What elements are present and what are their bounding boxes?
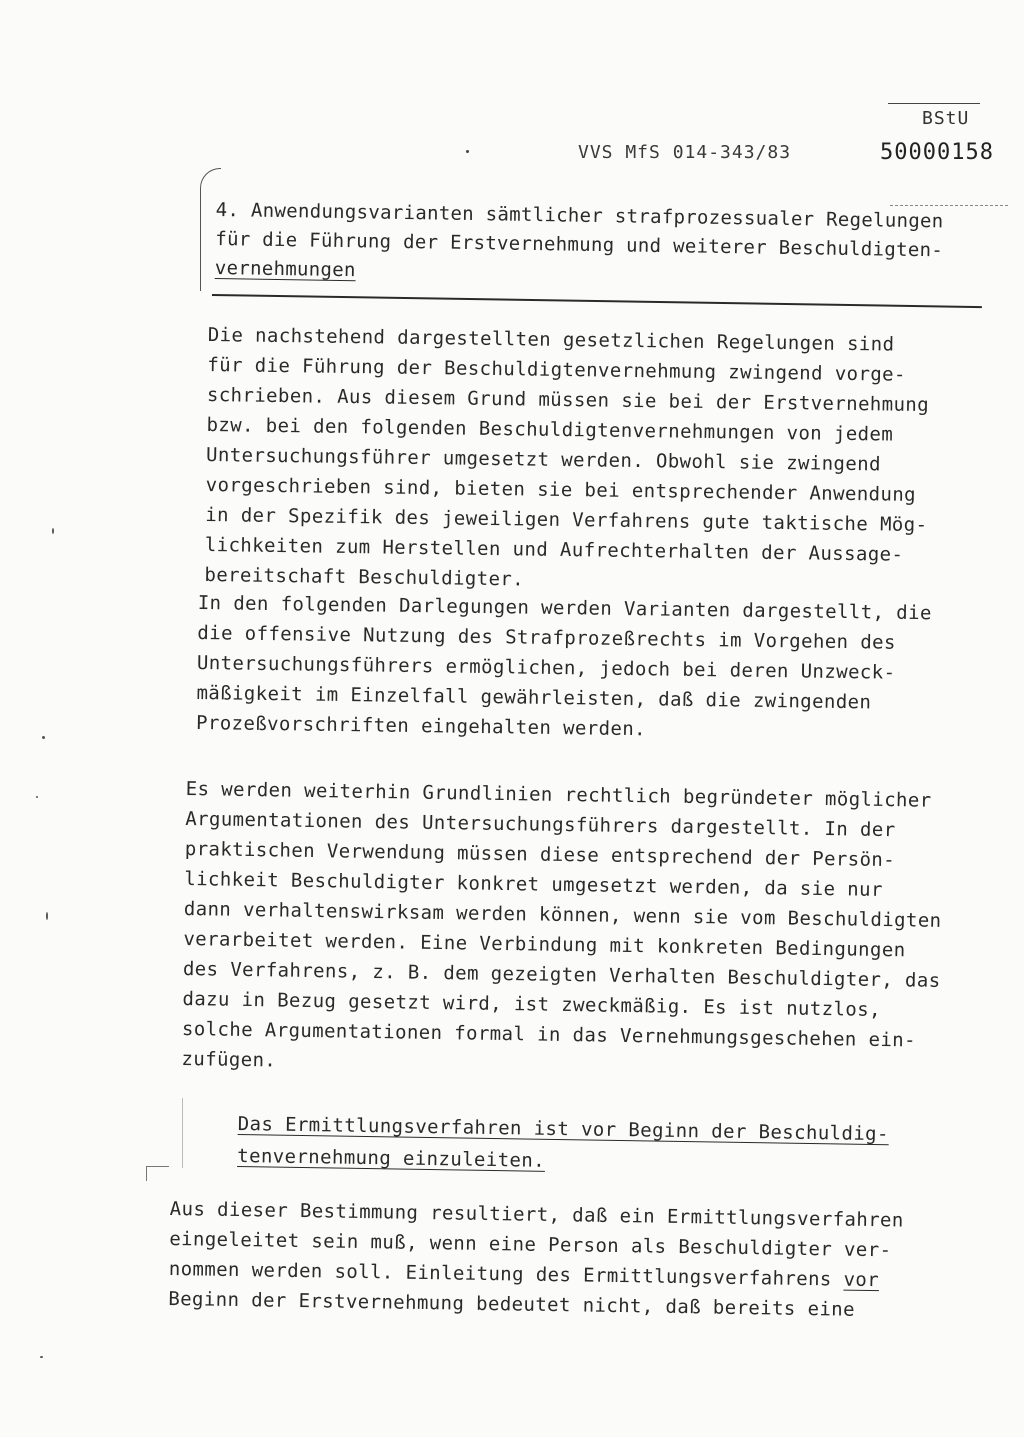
stamp-rule — [888, 103, 980, 104]
text-line: dazu in Bezug gesetzt wird, ist zweckmäßig. Es ist nutzlos, — [182, 987, 882, 1021]
heading-line-2: für die Führung der Erstvernehmung und weiterer Beschuldigten- — [215, 227, 944, 262]
text-line: die offensive Nutzung des Strafprozeßrechts im Vorgehen des — [197, 621, 896, 654]
ink-speck — [42, 736, 45, 739]
paragraph-1 — [204, 320, 998, 601]
text-line: Die nachstehend dargestellten gesetzlichen Regelungen sind — [207, 323, 895, 356]
ink-speck — [46, 912, 48, 920]
margin-bar — [182, 1098, 183, 1168]
text-line: Prozeßvorschriften eingehalten werden. — [195, 711, 647, 741]
text-line: solche Argumentationen formal in das Vernehmungsgeschehen ein- — [181, 1017, 917, 1052]
text-line: Es werden weiterhin Grundlinien rechtlich begründeter möglicher — [185, 777, 932, 812]
text-line: lichkeit Beschuldigter konkret umgesetzt werden, da sie nur — [184, 867, 883, 901]
text-line: verarbeitet werden. Eine Verbindung mit konkreten Bedingungen — [183, 927, 906, 962]
ink-dot — [466, 150, 469, 153]
text-line: mäßigkeit im Einzelfall gewährleisten, daß die zwingenden — [196, 681, 872, 714]
document-reference: VVS MfS 014-343/83 — [578, 142, 792, 163]
text-line: zufügen. — [181, 1047, 277, 1072]
text-line: bereitschaft Beschuldigter. — [204, 563, 525, 591]
text-line: Untersuchungsführer umgesetzt werden. Obwohl sie zwingend — [205, 443, 882, 476]
subsection-heading — [237, 1108, 938, 1183]
margin-tick — [146, 1166, 169, 1181]
text-line: In den folgenden Darlegungen werden Varianten dargestellt, die — [197, 591, 932, 625]
text-line: für die Führung der Beschuldigtenvernehmung zwingend vorge- — [207, 353, 906, 386]
margin-dash — [890, 205, 1008, 206]
emphasized-word: vor — [843, 1268, 880, 1292]
text-line: dann verhaltenswirksam werden können, wenn sie vom Beschuldigten — [183, 897, 942, 932]
text-line: Argumentationen des Untersuchungsführers dargestellt. In der — [185, 807, 896, 842]
paragraph-2 — [196, 588, 988, 749]
text-line: schrieben. Aus diesem Grund müssen sie bei der Erstvernehmung — [206, 383, 930, 417]
text-line: lichkeiten zum Herstellen und Aufrechterhalten der Aussage- — [204, 533, 904, 566]
text-line: bzw. bei den folgenden Beschuldigtenvernehmungen von jedem — [206, 413, 894, 446]
archive-stamp: BStU — [922, 108, 970, 129]
text-line: eingeleitet sein muß, wenn eine Person als Beschuldigter ver- — [169, 1227, 892, 1262]
ink-speck — [36, 796, 38, 798]
heading-rule — [212, 294, 982, 308]
paragraph-3 — [181, 774, 976, 1086]
page-number: 50000158 — [880, 140, 994, 165]
heading-line-3: vernehmungen — [214, 256, 356, 282]
ink-speck — [40, 1356, 43, 1358]
text-line: vorgeschrieben sind, bieten sie bei entsprechender Anwendung — [205, 473, 917, 506]
ink-speck — [52, 528, 54, 534]
subheading-line-1: Das Ermittlungsverfahren ist vor Beginn der Beschuldig- — [237, 1112, 889, 1146]
section-heading — [215, 196, 986, 295]
paragraph-4 — [168, 1194, 960, 1326]
text-segment: nommen werden soll. Einleitung des Ermittlungsverfahrens — [168, 1257, 832, 1291]
text-line: Untersuchungsführers ermöglichen, jedoch bei deren Unzweck- — [196, 651, 896, 684]
text-line: in der Spezifik des jeweiligen Verfahrens gute taktische Mög- — [205, 503, 928, 537]
heading-line-1: 4. Anwendungsvarianten sämtlicher strafprozessualer Regelungen — [215, 198, 944, 233]
text-line: praktischen Verwendung müssen diese entsprechend der Persön- — [184, 837, 896, 872]
text-line: Beginn der Erstvernehmung bedeutet nicht, daß bereits eine — [168, 1287, 856, 1321]
subheading-line-2: tenvernehmung einzuleiten. — [237, 1144, 546, 1172]
text-line: Aus dieser Bestimmung resultiert, daß ein Ermittlungsverfahren — [169, 1197, 904, 1232]
text-line: des Verfahrens, z. B. dem gezeigten Verhalten Beschuldigter, das — [182, 957, 941, 992]
